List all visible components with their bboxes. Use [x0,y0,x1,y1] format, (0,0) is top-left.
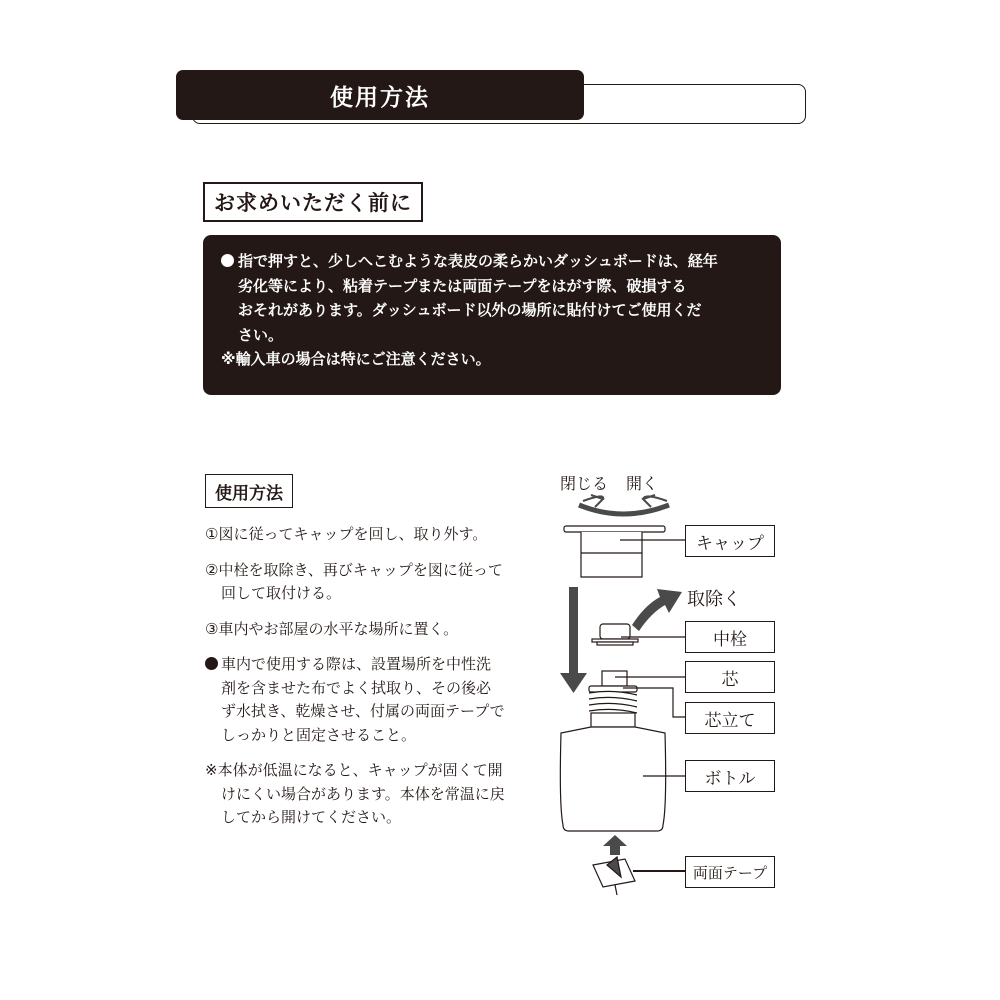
page-title: 使用方法 [176,70,584,120]
wick-drawing [602,671,685,686]
close-label: 閉じる [560,474,609,493]
step-2: ②中栓を取除き、再びキャップを図に従って回して取付ける。 [205,560,503,602]
usage-title: 使用方法 [205,474,293,508]
bullet-icon [221,254,234,267]
bottle-drawing [560,727,685,831]
label-cap: キャップ [685,525,775,557]
assembly-diagram [545,465,795,905]
remove-label: 取除く [687,589,741,610]
warning-paragraph: 指で押すと、少しへこむような表皮の柔らかいダッシュボードは、経年 劣化等により、粘着テープまたは両面テープをはがす際、破損する おそれがあります。ダッシュボード以外の場所に貼付けてご使用くだ さい。 [221,249,767,347]
tape-drawing [593,857,685,895]
rotate-arrow-icon [579,495,669,514]
label-inner-plug: 中栓 [685,621,775,653]
bullet-icon [205,657,218,670]
before-purchase-title: お求めいただく前に [203,182,423,222]
imported-car-note: ※輸入車の場合は特にご注意ください。 [221,350,491,368]
label-bottle: ボトル [685,760,775,792]
open-label: 開く [626,474,659,493]
usage-steps [205,523,505,842]
label-wick: 芯 [685,661,775,693]
label-wick-holder: 芯立て [685,702,775,734]
remove-arrow-icon [632,589,682,631]
up-arrow-icon [603,835,627,855]
down-arrow-icon [560,587,587,693]
cap-drawing [564,526,685,577]
label-double-sided-tape: 両面テープ [685,856,775,888]
cold-note: ※本体が低温になると、キャップが固くて開けにくい場合があります。本体を常温に戻してから開けてください。 [205,761,505,826]
car-usage-note: 車内で使用する際は、設置場所を中性洗剤を含ませた布でよく拭取り、その後必ず水拭き、乾燥させ、付属の両面テープでしっかりと固定させること。 [205,653,505,747]
step-1: ①図に従ってキャップを回し、取り外す。 [205,525,488,543]
warning-box [203,235,781,395]
bottle-neck-drawing [589,686,685,727]
step-3: ③車内やお部屋の水平な場所に置く。 [205,619,459,638]
